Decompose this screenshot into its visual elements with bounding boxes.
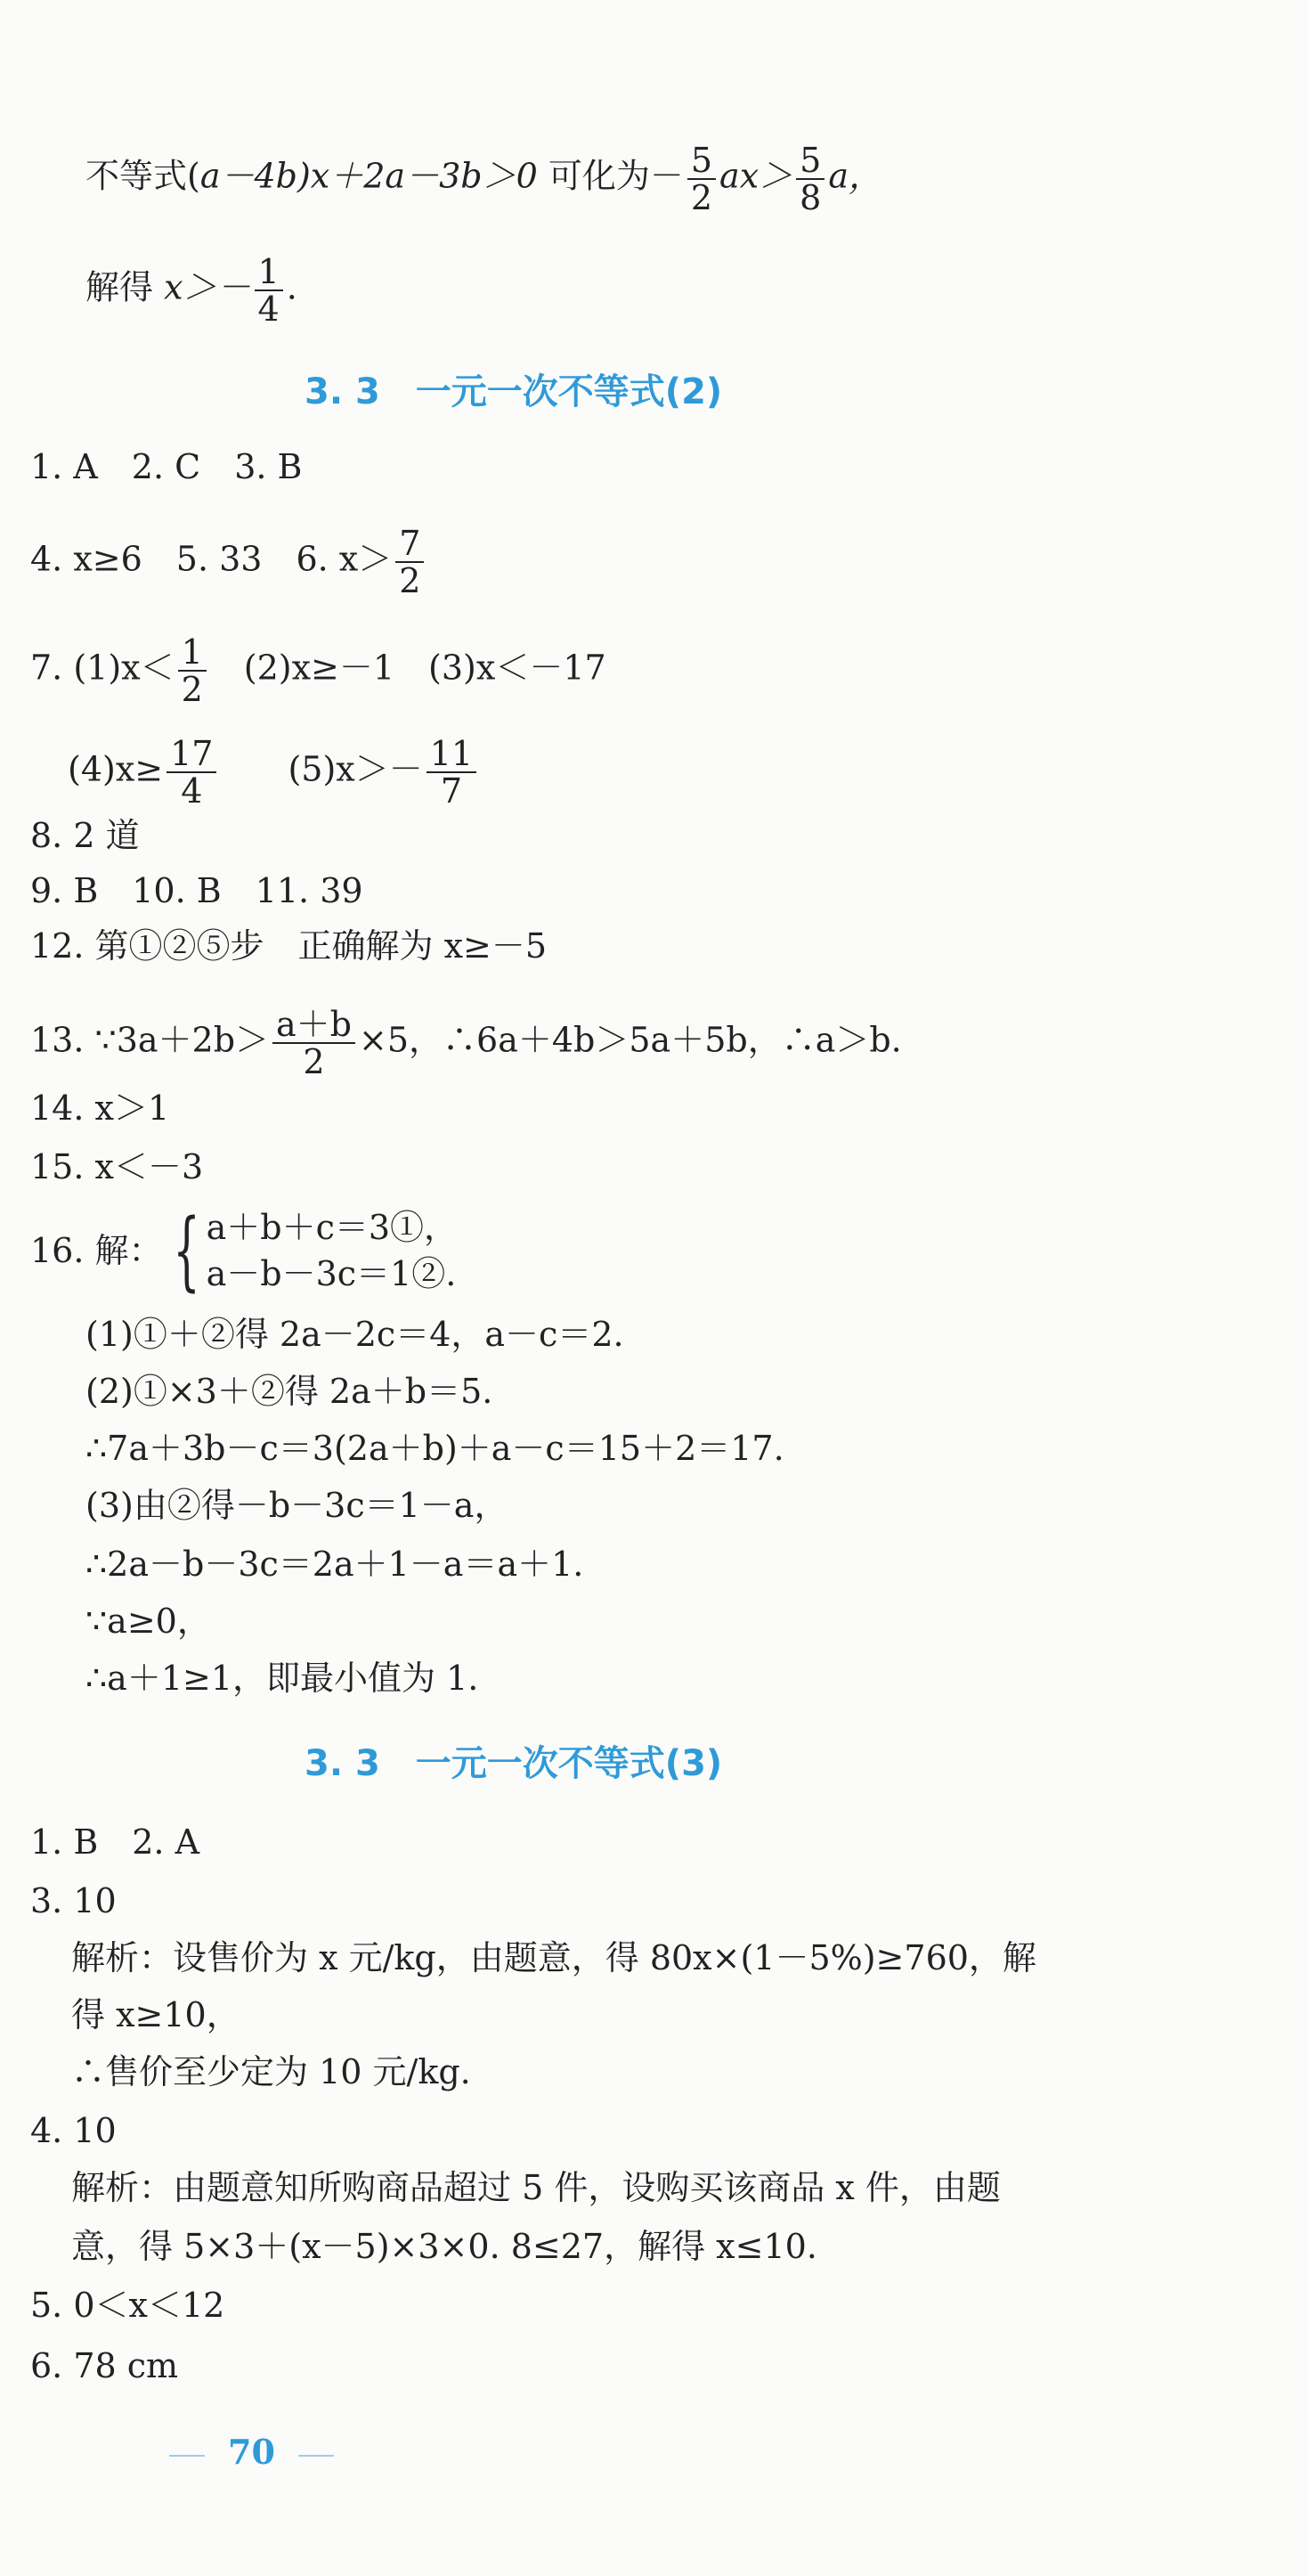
fraction-den: 7 <box>440 771 462 811</box>
text: 4. x≥6 5. 33 6. x＞ <box>30 539 393 579</box>
answer-16-system <box>30 1201 459 1300</box>
math: a， <box>828 156 882 196</box>
fraction-den: 2 <box>303 1042 325 1081</box>
text: 16. 解： <box>30 1231 163 1270</box>
s3-answer-6: 6. 78 cm <box>30 2346 179 2385</box>
s3-answer-3-l3: ∴售价至少定为 10 元/kg. <box>71 2052 471 2091</box>
answer-9-11: 9. B 10. B 11. 39 <box>30 871 363 910</box>
answer-13 <box>30 1007 902 1080</box>
answer-16-l2: (2)①×3＋②得 2a＋b＝5. <box>85 1372 493 1411</box>
fraction-den: 4 <box>181 771 203 811</box>
text: 可化为－ <box>537 156 684 196</box>
fraction-num: a＋b <box>272 1007 355 1044</box>
fraction-den: 2 <box>399 561 421 600</box>
answer-14: 14. x＞1 <box>30 1088 170 1128</box>
dash-right <box>298 2455 334 2457</box>
answer-16-l5: ∴2a－b－3c＝2a＋1－a＝a＋1. <box>85 1545 584 1584</box>
answer-1-3: 1. A 2. C 3. B <box>30 447 303 486</box>
text: (2)x≥－1 (3)x＜－17 <box>209 648 606 688</box>
s3-answer-4-l2: 意，得 5×3＋(x－5)×3×0. 8≤27，解得 x≤10. <box>71 2227 817 2266</box>
fraction-num: 11 <box>427 736 476 773</box>
fraction-num: 5 <box>687 143 716 180</box>
dash-left <box>169 2455 205 2457</box>
fraction <box>687 143 716 216</box>
fraction <box>167 736 216 809</box>
fraction <box>796 143 825 216</box>
math: ax＞ <box>719 156 793 196</box>
answer-16-l6: ∵a≥0， <box>85 1602 211 1641</box>
answer-12: 12. 第①②⑤步 正确解为 x≥－5 <box>30 926 548 966</box>
answer-16-l3: ∴7a＋3b－c＝3(2a＋b)＋a－c＝15＋2＝17. <box>85 1429 784 1468</box>
s3-answer-5: 5. 0＜x＜12 <box>30 2286 225 2325</box>
s3-answer-4-l1: 解析：由题意知所购商品超过 5 件，设购买该商品 x 件，由题 <box>71 2168 1001 2207</box>
answer-4-6 <box>30 526 427 599</box>
fraction-den: 4 <box>257 289 280 329</box>
text: 13. ∵3a＋2b＞ <box>30 1020 270 1060</box>
fraction-den: 2 <box>690 178 713 217</box>
answer-7b <box>68 736 480 809</box>
s3-answer-3-l1: 解析：设售价为 x 元/kg，由题意，得 80x×(1－5%)≥760，解 <box>71 1938 1036 1977</box>
fraction <box>427 736 476 809</box>
fraction <box>255 254 283 327</box>
s3-answer-3-l2: 得 x≥10， <box>71 1995 240 2034</box>
fraction <box>272 1007 355 1080</box>
s3-answer-3: 3. 10 <box>30 1881 117 1920</box>
text: 解得 <box>85 267 165 307</box>
text: (4)x≥ <box>68 749 164 789</box>
fraction-num: 1 <box>178 634 207 672</box>
s3-answer-1-2: 1. B 2. A <box>30 1822 200 1862</box>
answer-15: 15. x＜－3 <box>30 1147 204 1186</box>
text: . <box>286 267 297 307</box>
page-number <box>169 2432 357 2472</box>
text: 不等式( <box>85 156 200 196</box>
top-line-2 <box>85 254 297 327</box>
fraction <box>395 526 424 599</box>
math: a－4b)x＋2a－3b＞0 <box>199 156 538 196</box>
text: ×5，∴6a＋4b＞5a＋5b，∴a＞b. <box>359 1020 902 1060</box>
fraction-num: 7 <box>395 526 424 563</box>
fraction-den: 8 <box>800 178 822 217</box>
top-line-1 <box>85 143 882 216</box>
fraction-num: 5 <box>796 143 825 180</box>
equation-2: a－b－3c＝1②. <box>206 1254 457 1293</box>
s3-answer-4: 4. 10 <box>30 2111 117 2150</box>
answer-16-l1: (1)①＋②得 2a－2c＝4，a－c＝2. <box>85 1315 624 1354</box>
fraction-num: 1 <box>255 254 283 291</box>
equation-system <box>207 1204 458 1297</box>
answer-7a <box>30 634 606 707</box>
fraction <box>178 634 207 707</box>
answer-16-l7: ∴a＋1≥1，即最小值为 1. <box>85 1659 479 1698</box>
answer-16-l4: (3)由②得－b－3c＝1－a， <box>85 1486 508 1525</box>
text: 7. (1)x＜ <box>30 648 175 688</box>
brace: { <box>172 1201 200 1300</box>
math: x＞－ <box>164 267 251 307</box>
fraction-num: 17 <box>167 736 216 773</box>
answer-8: 8. 2 道 <box>30 816 140 855</box>
fraction-den: 2 <box>181 670 203 709</box>
equation-1: a＋b＋c＝3①， <box>206 1208 459 1247</box>
section-heading-2: 3. 3 一元一次不等式(2) <box>305 371 723 412</box>
page-number-text: 70 <box>228 2432 275 2472</box>
section-heading-3: 3. 3 一元一次不等式(3) <box>305 1743 723 1784</box>
text: (5)x＞－ <box>220 749 423 789</box>
